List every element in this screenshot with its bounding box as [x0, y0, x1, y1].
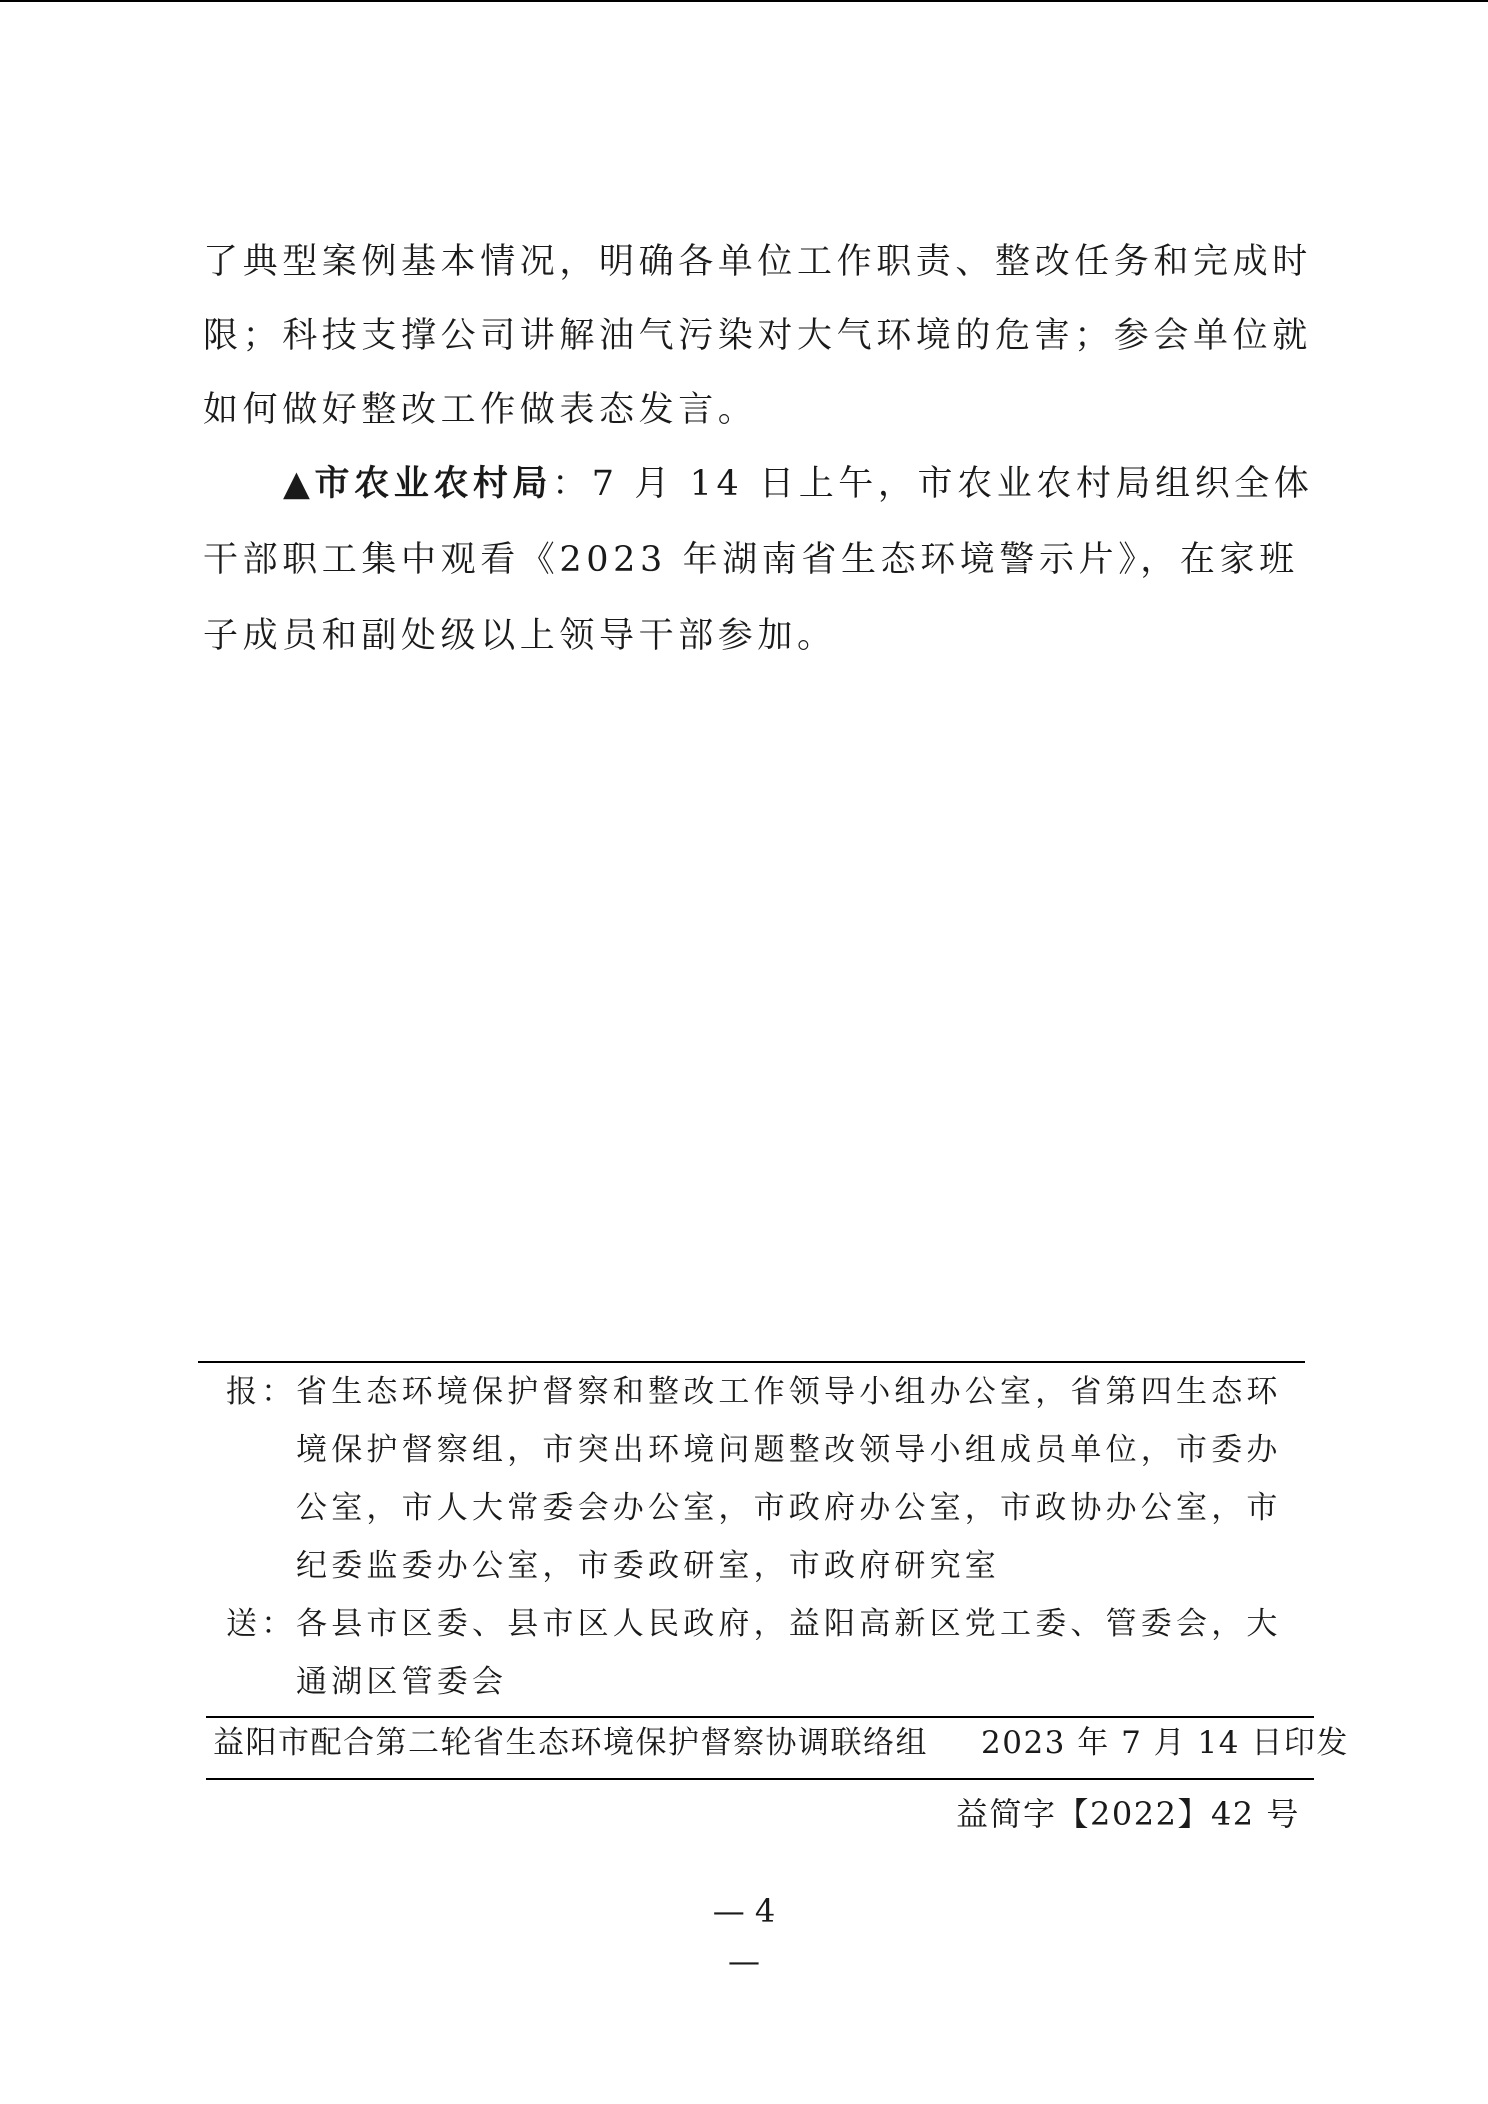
paragraph1-line2: 限；科技支撑公司讲解油气污染对大气环境的危害；参会单位就: [203, 316, 1312, 356]
issuer-name: 益阳市配合第二轮省生态环境保护督察协调联络组: [213, 1725, 928, 1761]
paragraph2-line3: 子成员和副处级以上领导干部参加。: [203, 616, 837, 656]
section-heading-agriculture-bureau: ▲市农业农村局: [283, 463, 553, 504]
issue-date: 2023 年 7 月 14 日印发: [981, 1725, 1349, 1761]
paragraph2-line1-text: ：7 月 14 日上午，市农业农村局组织全体: [552, 464, 1314, 504]
report-line-2: 境保护督察组，市突出环境问题整改领导小组成员单位，市委办: [296, 1432, 1282, 1468]
paragraph2-line1: [283, 454, 1314, 514]
send-line-2: 通湖区管委会: [296, 1664, 508, 1700]
send-line-1: 各县市区委、县市区人民政府，益阳高新区党工委、管委会，大: [296, 1606, 1282, 1642]
report-line-1: 省生态环境保护督察和整改工作领导小组办公室，省第四生态环: [296, 1374, 1282, 1410]
document-number: 益简字【2022】42 号: [956, 1795, 1300, 1833]
paragraph1-line3: 如何做好整改工作做表态发言。: [203, 390, 758, 430]
top-border-line: [0, 0, 1488, 2]
report-line-3: 公室，市人大常委会办公室，市政府办公室，市政协办公室，市: [296, 1490, 1282, 1526]
report-label: 报：: [226, 1374, 297, 1410]
paragraph2-line2: 干部职工集中观看《2023 年湖南省生态环境警示片》，在家班: [203, 540, 1299, 580]
send-label: 送：: [226, 1606, 297, 1642]
page-number: — 4 —: [712, 1892, 776, 1980]
paragraph1-line1: 了典型案例基本情况，明确各单位工作职责、整改任务和完成时: [203, 242, 1312, 282]
footer-bottom-rule: [206, 1778, 1314, 1780]
report-line-4: 纪委监委办公室，市委政研室，市政府研究室: [296, 1548, 1000, 1584]
distribution-top-rule: [198, 1361, 1305, 1363]
